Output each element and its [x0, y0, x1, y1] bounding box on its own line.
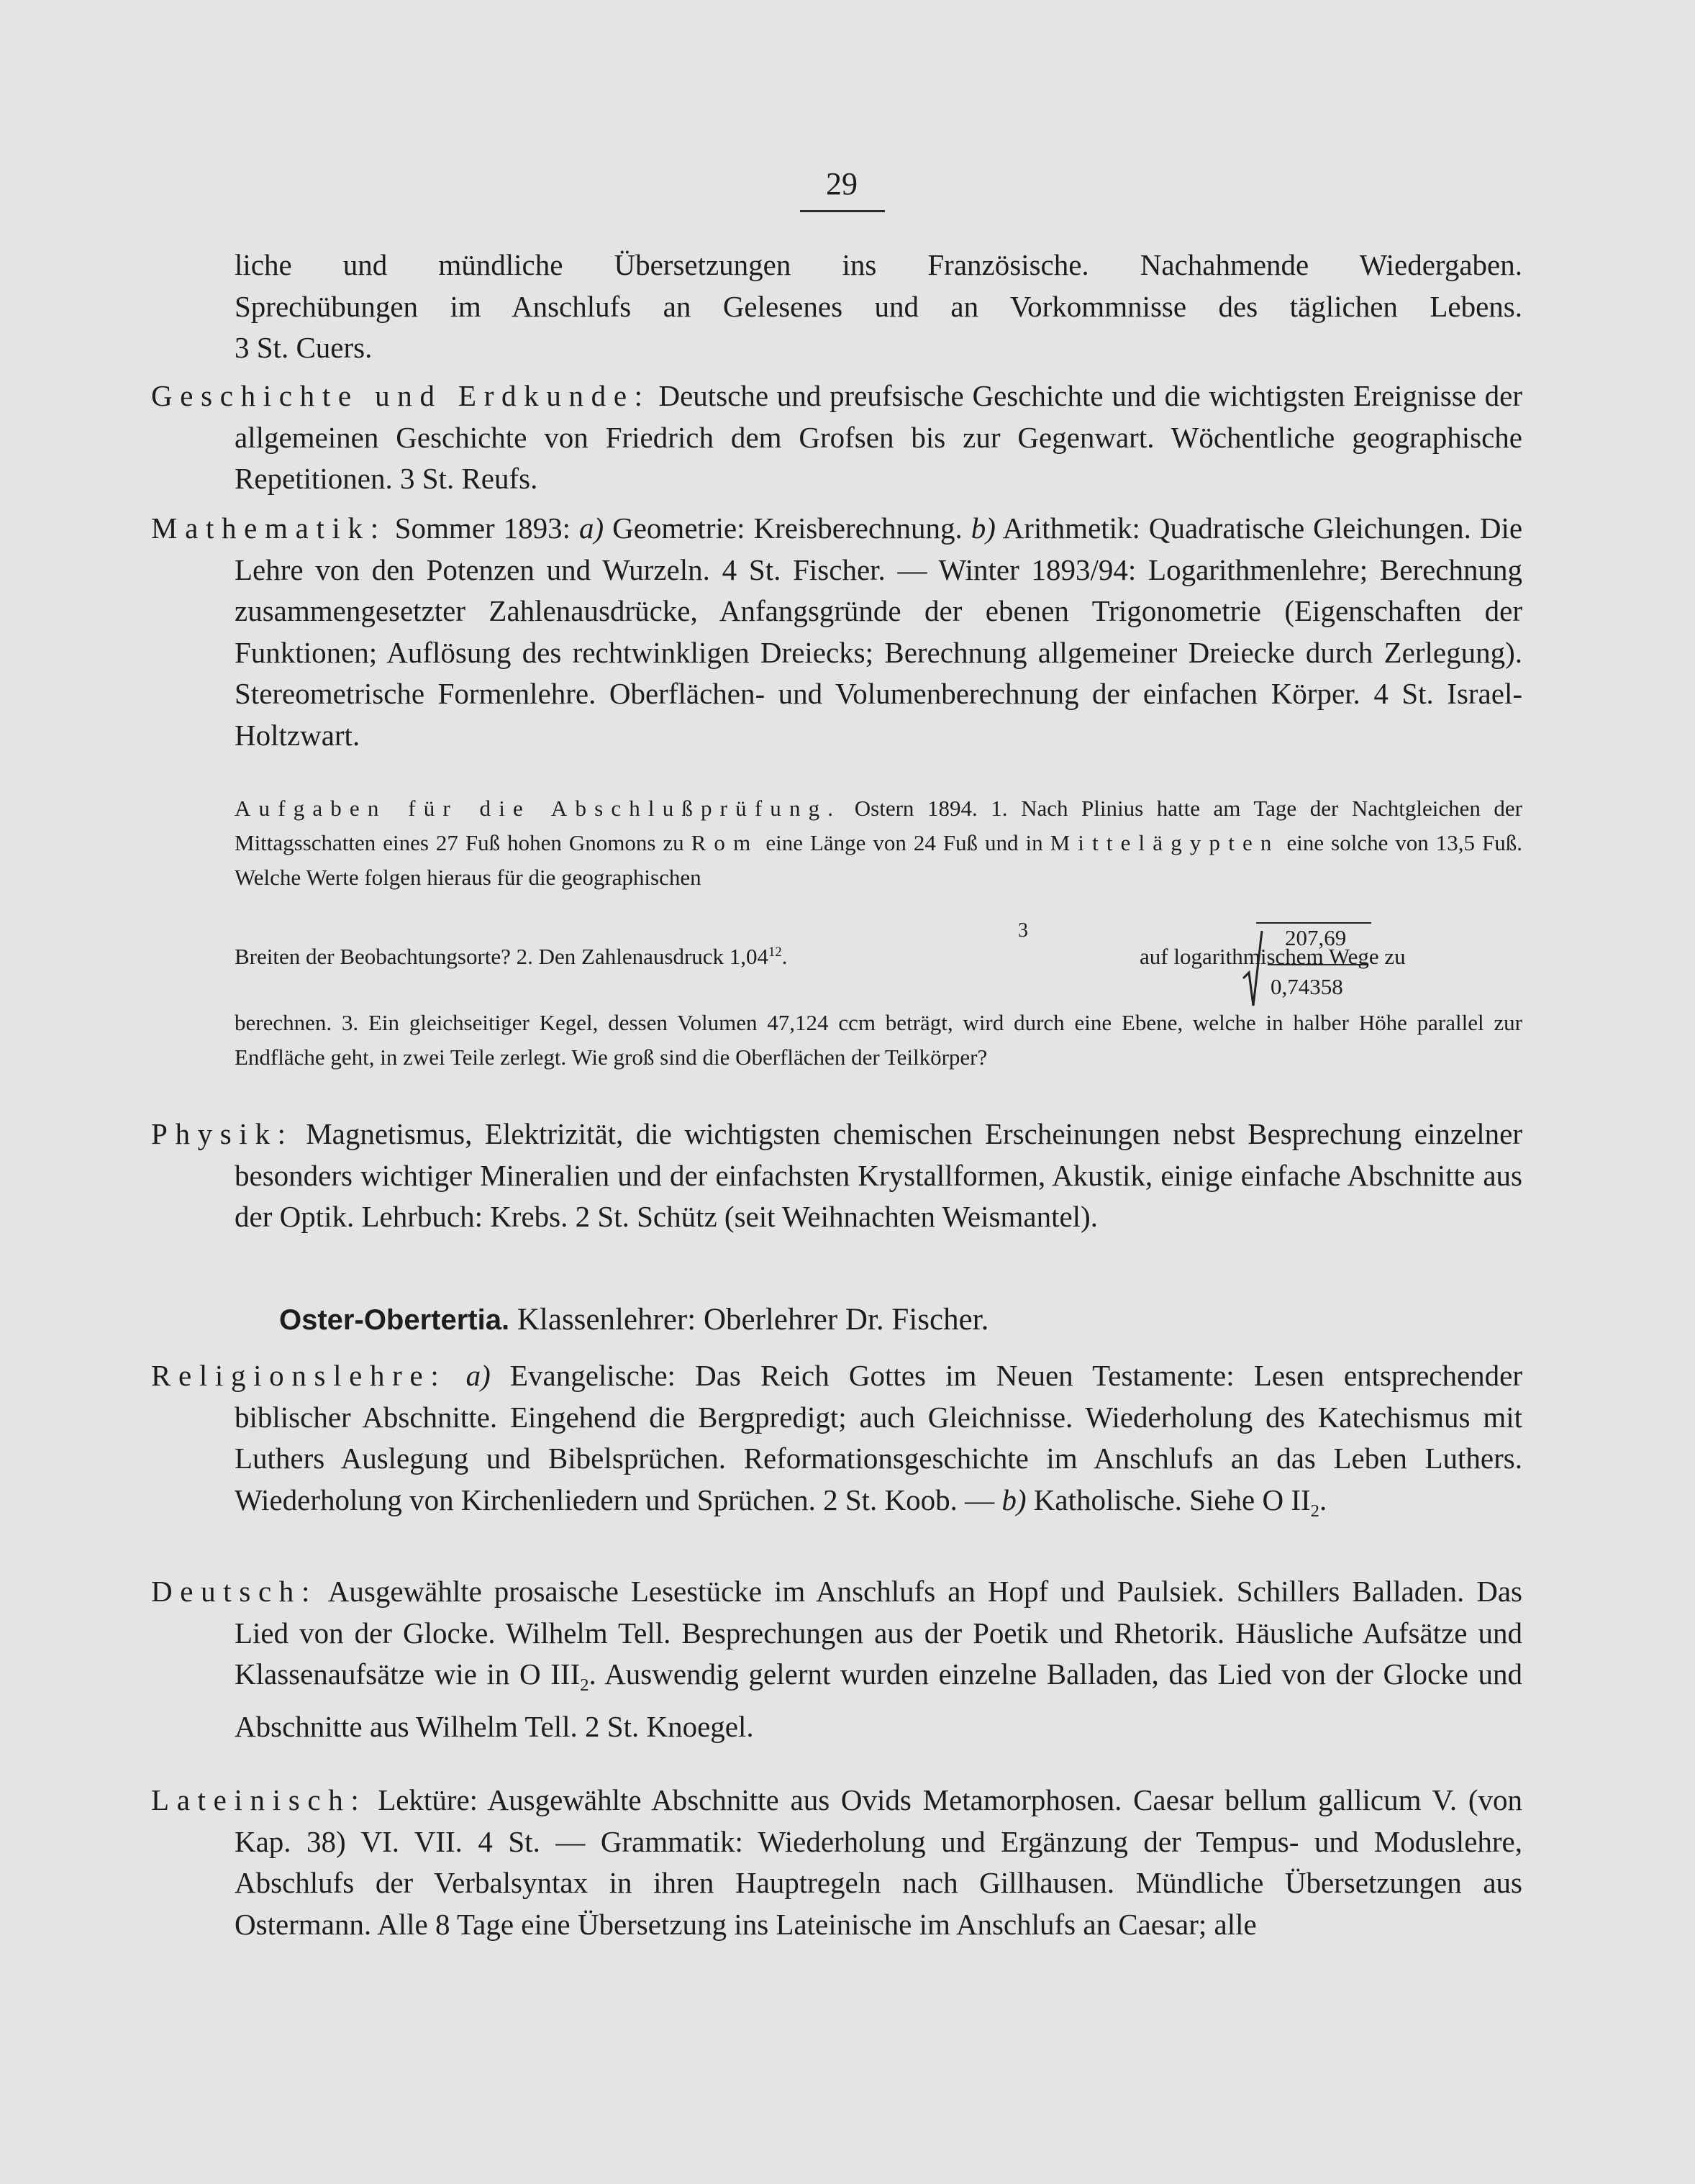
- aufgaben-math-line: [235, 919, 1522, 1006]
- deutsch-text-2: . Auswendig gelernt wurden einzelne Balladen, das Lied von der Glocke und Abschnitte aus Wilhelm Tell. 2 St. Knoegel.: [235, 1657, 1522, 1743]
- religion-text-2: Katholische. Siehe O II: [1033, 1483, 1311, 1516]
- deutsch-text: Ausgewählte prosaische Lesestücke im Anschlufs an Hopf und Paulsiek. Schillers Balladen. Das Lied von der Glocke. Wilhelm Tell. Besprechungen aus der Poetik und Rhetorik. Häusliche Aufsätze und Klassenaufsätze wie in O III: [235, 1575, 1522, 1691]
- aufgaben-label: Aufgaben für die Abschlußprüfung.: [235, 796, 842, 821]
- radical-overline: [1256, 922, 1371, 924]
- latein-label: Lateinisch:: [151, 1783, 367, 1816]
- latein-section: [151, 1780, 1522, 1945]
- geschichte-section: [151, 376, 1522, 500]
- deutsch-section: [151, 1571, 1522, 1747]
- aufgaben-block-2: berechnen. 3. Ein gleichseitiger Kegel, dessen Volumen 47,124 ccm beträgt, wird durch eine Ebene, welche in halber Höhe parallel zur Endfläche geht, in zwei Teile zerlegt. Wie groß sind die Oberflächen der Teilkörper?: [235, 1010, 1522, 1070]
- deutsch-label: Deutsch:: [151, 1575, 318, 1608]
- aufgaben-before-root: Breiten der Beobachtungsorte? 2. Den Zahlenausdruck 1,04$^{12}$.: [235, 944, 788, 969]
- religion-sub: 2: [1310, 1501, 1319, 1521]
- root-index: 3: [1018, 919, 1028, 942]
- latein-text: Lektüre: Ausgewählte Abschnitte aus Ovids Metamorphosen. Caesar bellum gallicum V. (von Kap. 38) VI. VII. 4 St. — Grammatik: Wiederholung und Ergänzung der Tempus- und Moduslehre, Abschlufs der Verbalsyntax in ihren Hauptregeln nach Gillhausen. Mündliche Übersetzungen aus Ostermann. Alle 8 Tage eine Übersetzung ins Lateinische im Anschlufs an Caesar; alle: [235, 1783, 1522, 1941]
- physik-label: Physik:: [151, 1117, 294, 1150]
- religion-label: Religionslehre:: [151, 1359, 447, 1392]
- aufgaben-text-1: Ostern 1894. 1. Nach Plinius hatte am Tage der Nachtgleichen der Mittagsschatten eines 27 Fuß hohen Gnomons zu: [235, 796, 1523, 855]
- religion-end: .: [1319, 1483, 1327, 1516]
- intro-line-3: 3 St. Cuers.: [235, 331, 373, 364]
- root-numerator: 207,69: [1285, 925, 1347, 950]
- physik-text: Magnetismus, Elektrizität, die wichtigsten chemischen Erscheinungen nebst Besprechung einzelner besonders wichtiger Mineralien und der einfachsten Krystallformen, Akustik, einige einfache Abschnitte aus der Optik. Lehrbuch: Krebs. 2 St. Schütz (seit Weihnachten Weismantel).: [235, 1117, 1522, 1233]
- mathematik-section: [151, 508, 1522, 756]
- religion-a: a): [465, 1359, 491, 1392]
- class-title: Oster-Obertertia.: [279, 1304, 510, 1336]
- physik-section: [151, 1114, 1522, 1238]
- before-root-text: Breiten der Beobachtungsorte? 2. Den Zahlenausdruck 1,04: [235, 944, 769, 969]
- mathematik-a: a): [579, 511, 604, 545]
- page-number: 29: [826, 166, 858, 201]
- religion-b: b): [1001, 1483, 1027, 1516]
- mathematik-part3: Arithmetik: Quadratische Gleichungen. Die Lehre von den Potenzen und Wurzeln. 4 St. Fischer. — Winter 1893/94: Logarithmenlehre; Berechnung zusammengesetzter Zahlenausdrücke, Anfangsgründe der ebenen Trigonometrie (Eigenschaften der Funktionen; Auflösung des rechtwinkligen Dreiecks; Berechnung allgemeiner Dreiecke durch Zerlegung). Stereometrische Formenlehre. Oberflächen- und Volumenberechnung der einfachen Körper. 4 St. Israel-Holtzwart.: [235, 511, 1523, 752]
- root-denominator: 0,74358: [1271, 974, 1343, 999]
- mathematik-part2: Geometrie: Kreisberechnung.: [612, 511, 963, 545]
- aufgaben-text-3: eine solche von 13,5 Fuß. Welche Werte folgen hieraus für die geographischen: [235, 830, 1522, 890]
- intro-paragraph: [235, 245, 1522, 369]
- geschichte-text: Deutsche und preufsische Geschichte und die wichtigsten Ereignisse der allgemeinen Geschichte von Friedrich dem Grofsen bis zur Gegenwart. Wöchentliche geographische Repetitionen. 3 St. Reufs.: [235, 379, 1523, 495]
- mathematik-label: Mathematik:: [151, 511, 386, 545]
- deutsch-sub: 2: [580, 1675, 589, 1696]
- page-number-rule: [800, 210, 885, 212]
- religion-section: [151, 1355, 1522, 1532]
- aufgaben-mittelaegypten: Mittelägypten: [1050, 830, 1280, 855]
- after-root: auf logarithmischem Wege zu: [1140, 944, 1406, 969]
- exponent: 12: [768, 944, 782, 960]
- religion-text: Evangelische: Das Reich Gottes im Neuen Testamente: Lesen entsprechender biblischer Abschnitte. Eingehend die Bergpredigt; auch Gleichnisse. Wiederholung des Katechismus mit Luthers Auslegung und Bibelsprüchen. Reformationsgeschichte im Anschlufs an das Leben Luthers. Wiederholung von Kirchenliedern und Sprüchen. 2 St. Koob. —: [235, 1359, 1523, 1516]
- mathematik-b: b): [971, 511, 996, 545]
- mathematik-part1: Sommer 1893:: [394, 511, 571, 545]
- aufgaben-text-2: eine Länge von 24 Fuß und in: [765, 830, 1043, 855]
- aufgaben-rom: Rom: [691, 830, 759, 855]
- intro-line-2: Sprechübungen im Anschlufs an Gelesenes und an Vorkommnisse des täglichen Lebens.: [235, 289, 1522, 323]
- aufgaben-block-1: [235, 791, 1522, 895]
- intro-line-1: liche und mündliche Übersetzungen ins Französische. Nachahmende Wiedergaben.: [235, 248, 1522, 281]
- class-heading: [279, 1299, 989, 1341]
- class-subtitle: Klassenlehrer: Oberlehrer Dr. Fischer.: [517, 1303, 989, 1337]
- geschichte-label: Geschichte und Erdkunde:: [151, 379, 650, 412]
